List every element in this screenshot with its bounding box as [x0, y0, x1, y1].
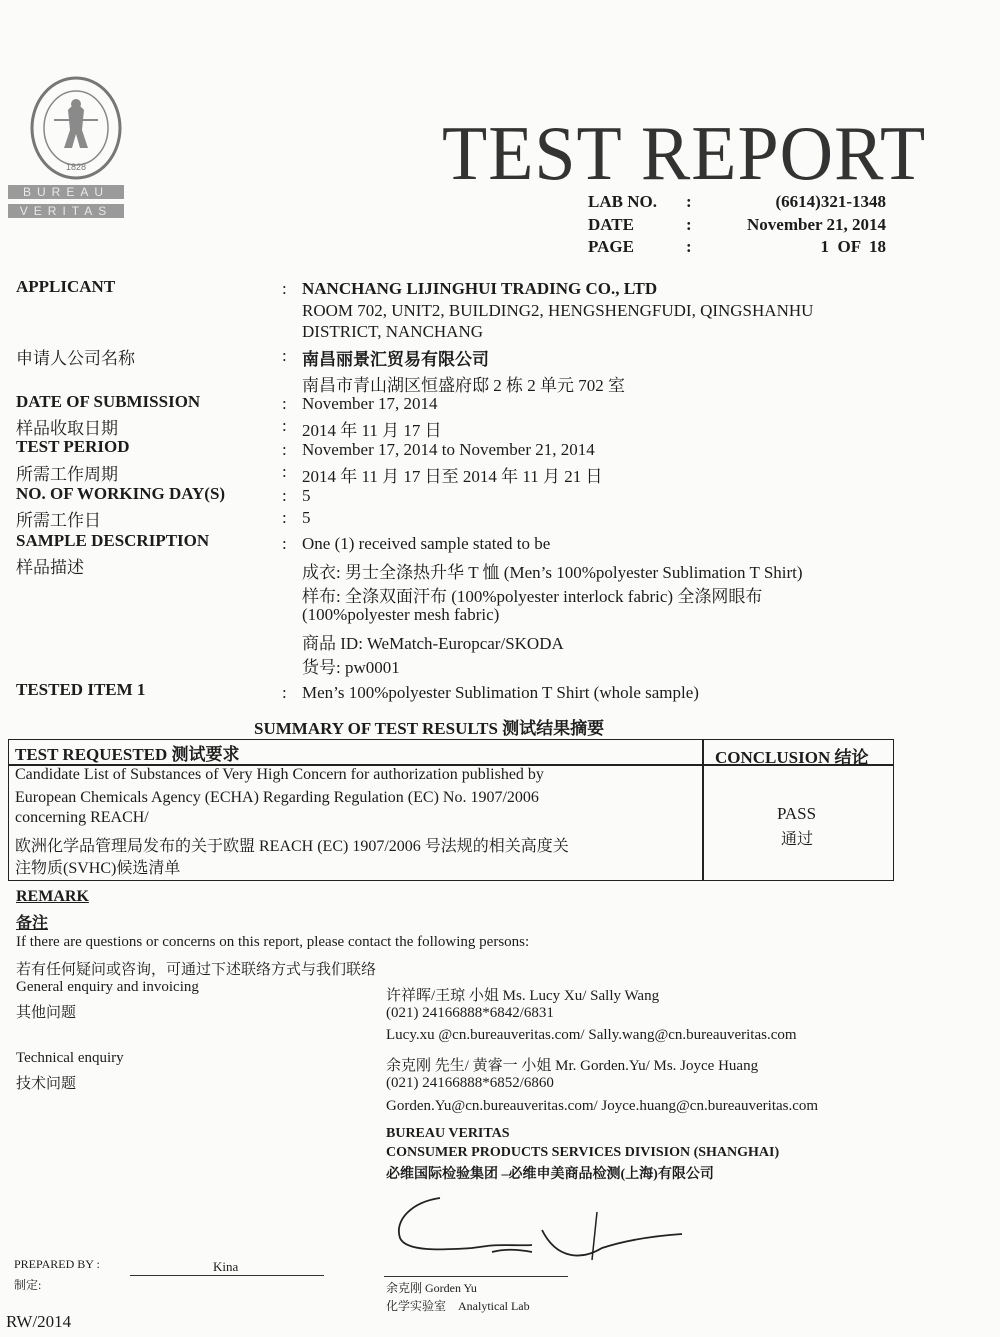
remark-line: If there are questions or concerns on this report, please contact the following persons:	[16, 934, 530, 950]
test-requested-line: European Chemicals Agency (ECHA) Regarding Regulation (EC) No. 1907/2006	[15, 789, 539, 806]
bureau-veritas-logo	[19, 70, 128, 220]
prepared-by-cn-label: 制定:	[14, 1278, 42, 1292]
sample-line: (100%polyester mesh fabric)	[302, 605, 500, 624]
conclusion-result-cn: 通过	[781, 831, 814, 848]
working-days-label: NO. OF WORKING DAY(S)	[16, 484, 226, 503]
applicant-cn-label: 申请人公司名称	[16, 349, 135, 368]
colon: :	[282, 346, 287, 365]
test-period-cn: 2014 年 11 月 17 日至 2014 年 11 月 21 日	[302, 467, 603, 486]
page-value: 1 OF 18	[820, 237, 886, 256]
sample-description-label: SAMPLE DESCRIPTION	[16, 531, 210, 550]
bureau-veritas-seal-icon	[24, 70, 128, 182]
column-header-conclusion: CONCLUSION 结论	[715, 748, 869, 767]
test-period-label: TEST PERIOD	[16, 437, 130, 456]
submission-label: DATE OF SUBMISSION	[16, 392, 201, 411]
applicant-address-line1: ROOM 702, UNIT2, BUILDING2, HENGSHENGFUDI, QINGSHANHU	[302, 301, 814, 320]
lab-no-value: (6614)321-1348	[775, 192, 886, 211]
working-days-cn-label: 所需工作日	[16, 511, 101, 530]
sample-description-cn-label: 样品描述	[16, 558, 84, 577]
colon: :	[282, 508, 287, 527]
column-header-test-requested: TEST REQUESTED 测试要求	[15, 745, 240, 764]
colon: :	[282, 416, 287, 435]
results-table	[8, 739, 894, 881]
submission-date: November 17, 2014	[302, 394, 438, 413]
submission-cn-date: 2014 年 11 月 17 日	[302, 421, 442, 440]
page-colon: :	[686, 237, 692, 256]
general-enquiry-label: General enquiry and invoicing	[16, 979, 199, 995]
sample-line: 成衣: 男士全涤热升华 T 恤 (Men’s 100%polyester Sublimation T Shirt)	[302, 563, 803, 582]
prepared-by-name: Kina	[213, 1259, 239, 1274]
technical-contact-names: 余克刚 先生/ 黄睿一 小姐 Mr. Gorden.Yu/ Ms. Joyce Huang	[386, 1058, 759, 1074]
summary-title: SUMMARY OF TEST RESULTS 测试结果摘要	[254, 719, 605, 738]
signer-name: 余克刚 Gorden Yu	[386, 1281, 477, 1295]
logo-bar-veritas: VERITAS	[8, 204, 124, 218]
date-value: November 21, 2014	[747, 215, 886, 234]
submission-cn-label: 样品收取日期	[16, 419, 118, 438]
lab-no-colon: :	[686, 192, 692, 211]
handwritten-signature	[392, 1190, 692, 1280]
tested-item-label: TESTED ITEM 1	[16, 680, 146, 699]
date-colon: :	[686, 215, 692, 234]
svg-text:1828: 1828	[65, 162, 87, 172]
sample-line: 商品 ID: WeMatch-Europcar/SKODA	[302, 634, 564, 653]
general-contact-phone: (021) 24166888*6842/6831	[386, 1005, 554, 1021]
applicant-label: APPLICANT	[16, 277, 116, 296]
test-requested-line: concerning REACH/	[15, 809, 149, 826]
tested-item: Men’s 100%polyester Sublimation T Shirt (whole sample)	[302, 683, 699, 702]
colon: :	[282, 462, 287, 481]
prepared-by-label: PREPARED BY :	[14, 1257, 100, 1271]
company-line: BUREAU VERITAS	[386, 1126, 510, 1141]
table-divider	[702, 740, 704, 880]
company-line-cn: 必维国际检验集团 –必维申美商品检测(上海)有限公司	[386, 1167, 714, 1182]
colon: :	[282, 394, 287, 413]
remark-line-cn: 若有任何疑问或咨询，可通过下述联络方式与我们联络	[16, 962, 377, 978]
technical-contact-email: Gorden.Yu@cn.bureauveritas.com/ Joyce.huang@cn.bureauveritas.com	[386, 1098, 819, 1114]
colon: :	[282, 486, 287, 505]
applicant-name: NANCHANG LIJINGHUI TRADING CO., LTD	[302, 279, 658, 298]
remark-title: REMARK	[16, 888, 89, 905]
company-line: CONSUMER PRODUCTS SERVICES DIVISION (SHANGHAI)	[386, 1145, 780, 1160]
report-title: TEST REPORT	[442, 110, 927, 198]
test-requested-line: Candidate List of Substances of Very High Concern for authorization published by	[15, 766, 544, 783]
general-enquiry-cn-label: 其他问题	[16, 1005, 77, 1021]
technical-enquiry-cn-label: 技术问题	[16, 1076, 77, 1092]
test-requested-line: 注物质(SVHC)候选清单	[15, 860, 181, 877]
general-contact-names: 许祥晖/王琼 小姐 Ms. Lucy Xu/ Sally Wang	[386, 988, 660, 1004]
form-code: RW/2014	[6, 1312, 72, 1331]
prepared-by-line	[130, 1275, 324, 1276]
colon: :	[282, 440, 287, 459]
general-contact-email: Lucy.xu @cn.bureauveritas.com/ Sally.wang@cn.bureauveritas.com	[386, 1027, 797, 1043]
conclusion-result: PASS	[777, 804, 817, 823]
signature-line	[384, 1276, 568, 1277]
signer-title: 化学实验室 Analytical Lab	[386, 1299, 530, 1313]
working-days: 5	[302, 486, 311, 505]
working-days-cn: 5	[302, 508, 311, 527]
test-period-cn-label: 所需工作周期	[16, 465, 118, 484]
technical-enquiry-label: Technical enquiry	[16, 1050, 124, 1066]
sample-line: 样布: 全涤双面汗布 (100%polyester interlock fabric) 全涤网眼布	[302, 587, 763, 606]
applicant-cn-address: 南昌市青山湖区恒盛府邸 2 栋 2 单元 702 室	[302, 376, 625, 395]
logo-bar-bureau: BUREAU	[8, 185, 124, 199]
date-label: DATE	[588, 215, 634, 234]
page-label: PAGE	[588, 237, 634, 256]
sample-line: 货号: pw0001	[302, 658, 400, 677]
colon: :	[282, 279, 287, 298]
technical-contact-phone: (021) 24166888*6852/6860	[386, 1075, 554, 1091]
applicant-cn-name: 南昌丽景汇贸易有限公司	[302, 350, 489, 369]
test-period: November 17, 2014 to November 21, 2014	[302, 440, 595, 459]
colon: :	[282, 683, 287, 702]
colon: :	[282, 534, 287, 553]
sample-line: One (1) received sample stated to be	[302, 534, 551, 553]
test-requested-line: 欧洲化学品管理局发布的关于欧盟 REACH (EC) 1907/2006 号法规的相关高度关	[15, 838, 569, 855]
remark-title-cn: 备注	[16, 915, 49, 932]
applicant-address-line2: DISTRICT, NANCHANG	[302, 322, 484, 341]
lab-no-label: LAB NO.	[588, 192, 657, 211]
